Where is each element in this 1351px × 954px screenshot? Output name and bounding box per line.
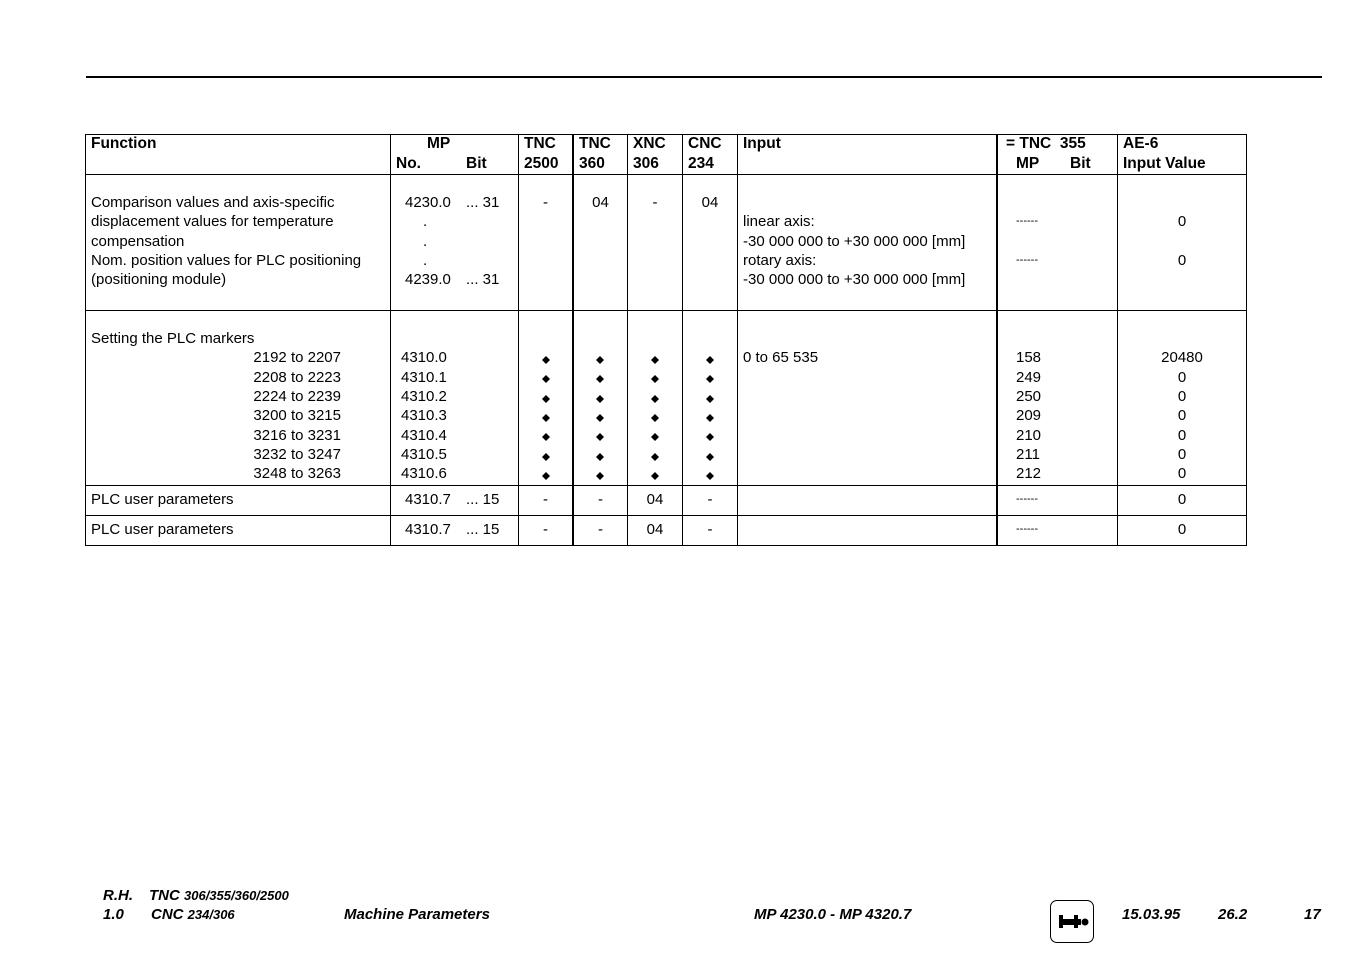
diamond-icon <box>596 433 604 441</box>
row1-cnc234: 04 <box>701 194 719 211</box>
diamond-icon <box>706 414 714 422</box>
row1-mp-dot-3: . <box>423 251 428 269</box>
row2-mp-2: 4310.1 <box>401 368 447 386</box>
row1-tnc360: 04 <box>592 194 609 211</box>
footer-page: 17 <box>1304 906 1321 923</box>
row3-tnc360: - <box>598 491 603 508</box>
row2-mp-7: 4310.6 <box>401 465 447 483</box>
row2-tnc355-1: 158 <box>1016 349 1042 367</box>
footer-tnc-models: 306/355/360/2500 <box>184 888 289 903</box>
header-tnc2500-1: TNC <box>524 135 556 152</box>
row2-marker-7: 3248 to 3263 <box>253 465 341 483</box>
row4-tnc2500: - <box>543 521 548 538</box>
footer-version: 1.0 <box>103 906 124 923</box>
header-tnc355-mp: MP <box>1016 155 1040 172</box>
row2-marker-5: 3216 to 3231 <box>253 426 341 444</box>
header-divider <box>86 174 1247 175</box>
footer-tnc-label: TNC <box>149 887 180 904</box>
row-divider-3 <box>86 515 1247 516</box>
footer-cnc-label: CNC <box>151 906 184 923</box>
row4-ae6: 0 <box>1177 521 1187 538</box>
row1-ae6-1: 0 <box>1177 213 1187 231</box>
diamond-icon <box>706 356 714 364</box>
row2-marker-3: 2224 to 2239 <box>253 387 341 405</box>
row2-ae6-3: 0 <box>1177 387 1187 405</box>
header-tnc2500-2: 2500 <box>524 155 559 172</box>
row1-mp-start: 4230.0 <box>405 194 451 211</box>
row1-input-4: -30 000 000 to +30 000 000 [mm] <box>743 271 966 289</box>
footer-section: Machine Parameters <box>344 906 490 923</box>
diamond-icon <box>706 453 714 461</box>
diamond-icon <box>596 375 604 383</box>
row2-input: 0 to 65 535 <box>743 349 819 367</box>
row3-tnc355: ------ <box>1016 493 1038 505</box>
col-line-9 <box>1246 134 1247 546</box>
header-function: Function <box>91 135 157 152</box>
row1-bit-start: ... 31 <box>466 194 500 211</box>
row1-xnc306: - <box>652 194 658 211</box>
row1-function-3: compensation <box>91 232 185 250</box>
diamond-icon <box>542 433 550 441</box>
footer-cnc-models: 234/306 <box>187 907 235 922</box>
row1-function-1: Comparison values and axis-specific <box>91 194 335 211</box>
row2-ae6-6: 0 <box>1177 445 1187 463</box>
row1-input-3: rotary axis: <box>743 251 817 269</box>
header-tnc360-1: TNC <box>579 135 611 152</box>
header-ae6-2: Input Value <box>1123 155 1206 172</box>
row2-mp-6: 4310.5 <box>401 445 447 463</box>
row1-tnc355-2: ------ <box>1016 253 1038 266</box>
diamond-icon <box>542 472 550 480</box>
row2-marker-6: 3232 to 3247 <box>253 445 341 463</box>
diamond-icon <box>542 375 550 383</box>
row2-tnc355-4: 209 <box>1016 407 1042 425</box>
header-tnc360-2: 360 <box>579 155 605 172</box>
col-line-7 <box>996 134 998 546</box>
diamond-icon <box>596 453 604 461</box>
row2-tnc355-2: 249 <box>1016 368 1042 386</box>
footer-tnc <box>149 887 289 904</box>
footer-range: MP 4230.0 - MP 4320.7 <box>754 906 912 923</box>
row4-cnc234: - <box>707 521 713 538</box>
col-line-1 <box>390 134 391 546</box>
row2-mp-4: 4310.3 <box>401 407 447 425</box>
footer-chapter: 26.2 <box>1218 906 1248 923</box>
footer-author: R.H. <box>103 887 133 904</box>
row2-ae6-7: 0 <box>1177 465 1187 483</box>
row2-mp-5: 4310.4 <box>401 426 447 444</box>
row1-input-2: -30 000 000 to +30 000 000 [mm] <box>743 232 966 250</box>
row3-tnc2500: - <box>543 491 548 508</box>
diamond-icon <box>651 453 659 461</box>
row2-function-title: Setting the PLC markers <box>91 330 255 347</box>
row2-marker-1: 2192 to 2207 <box>253 349 341 367</box>
header-cnc234-1: CNC <box>688 135 722 152</box>
row1-function-5: (positioning module) <box>91 271 227 289</box>
row4-tnc355: ------ <box>1016 523 1038 535</box>
header-tnc355-bit: Bit <box>1070 155 1091 172</box>
diamond-icon <box>651 356 659 364</box>
row1-mp-dot-1: . <box>423 213 428 231</box>
row3-cnc234: - <box>707 491 713 508</box>
row1-ae6-2: 0 <box>1177 251 1187 269</box>
heidenhain-logo-icon <box>1050 900 1094 943</box>
row2-marker-4: 3200 to 3215 <box>253 407 341 425</box>
row2-mp-3: 4310.2 <box>401 387 447 405</box>
header-tnc355: = TNC 355 <box>1006 135 1086 152</box>
row3-ae6: 0 <box>1177 491 1187 508</box>
row2-mp-1: 4310.0 <box>401 349 447 367</box>
col-line-6 <box>737 134 738 546</box>
row3-mp: 4310.7 <box>405 491 451 508</box>
diamond-icon <box>651 414 659 422</box>
col-line-8 <box>1117 134 1118 546</box>
row2-tnc355-5: 210 <box>1016 426 1042 444</box>
row2-marker-2: 2208 to 2223 <box>253 368 341 386</box>
diamond-icon <box>651 395 659 403</box>
diamond-icon <box>706 433 714 441</box>
diamond-icon <box>542 453 550 461</box>
row2-tnc355-6: 211 <box>1016 445 1040 463</box>
row1-function-2: displacement values for temperature <box>91 213 334 231</box>
diamond-icon <box>542 395 550 403</box>
row2-tnc355-7: 212 <box>1016 465 1042 483</box>
diamond-icon <box>596 472 604 480</box>
row1-bit-end: ... 31 <box>466 271 500 289</box>
row3-bit: ... 15 <box>466 491 500 508</box>
diamond-icon <box>706 395 714 403</box>
row2-tnc355-3: 250 <box>1016 387 1042 405</box>
diamond-icon <box>651 472 659 480</box>
row4-bit: ... 15 <box>466 521 500 538</box>
row1-input-1: linear axis: <box>743 213 815 231</box>
header-ae6-1: AE-6 <box>1123 135 1159 152</box>
header-mp: MP <box>427 135 451 152</box>
row4-function: PLC user parameters <box>91 521 234 538</box>
diamond-icon <box>596 356 604 364</box>
diamond-icon <box>596 414 604 422</box>
diamond-icon <box>542 414 550 422</box>
diamond-icon <box>651 433 659 441</box>
row2-ae6-2: 0 <box>1177 368 1187 386</box>
diamond-icon <box>542 356 550 364</box>
header-no: No. <box>396 155 421 172</box>
row1-function-4: Nom. position values for PLC positioning <box>91 251 362 269</box>
row4-xnc306: 04 <box>646 521 664 538</box>
top-rule <box>86 76 1322 78</box>
diamond-icon <box>706 472 714 480</box>
row1-tnc355-1: ------ <box>1016 215 1038 228</box>
row1-mp-dot-2: . <box>423 232 428 250</box>
header-cnc234-2: 234 <box>688 155 714 172</box>
row3-xnc306: 04 <box>646 491 664 508</box>
col-line-0 <box>85 134 86 546</box>
row2-ae6-5: 0 <box>1177 426 1187 444</box>
row4-tnc360: - <box>598 521 603 538</box>
header-xnc306-2: 306 <box>633 155 659 172</box>
row-divider-2 <box>86 485 1247 486</box>
diamond-icon <box>706 375 714 383</box>
header-bit: Bit <box>466 155 487 172</box>
table-border-bottom <box>86 545 1247 546</box>
diamond-icon <box>596 395 604 403</box>
footer-date: 15.03.95 <box>1122 906 1181 923</box>
row2-ae6-1: 20480 <box>1161 349 1203 367</box>
row1-tnc2500: - <box>543 194 548 211</box>
row4-mp: 4310.7 <box>405 521 451 538</box>
row-divider-1 <box>86 310 1247 311</box>
row2-ae6-4: 0 <box>1177 407 1187 425</box>
header-xnc306-1: XNC <box>633 135 666 152</box>
header-input: Input <box>743 135 781 152</box>
row1-mp-end: 4239.0 <box>405 271 451 289</box>
row3-function: PLC user parameters <box>91 491 234 508</box>
footer-cnc <box>151 906 235 923</box>
diamond-icon <box>651 375 659 383</box>
